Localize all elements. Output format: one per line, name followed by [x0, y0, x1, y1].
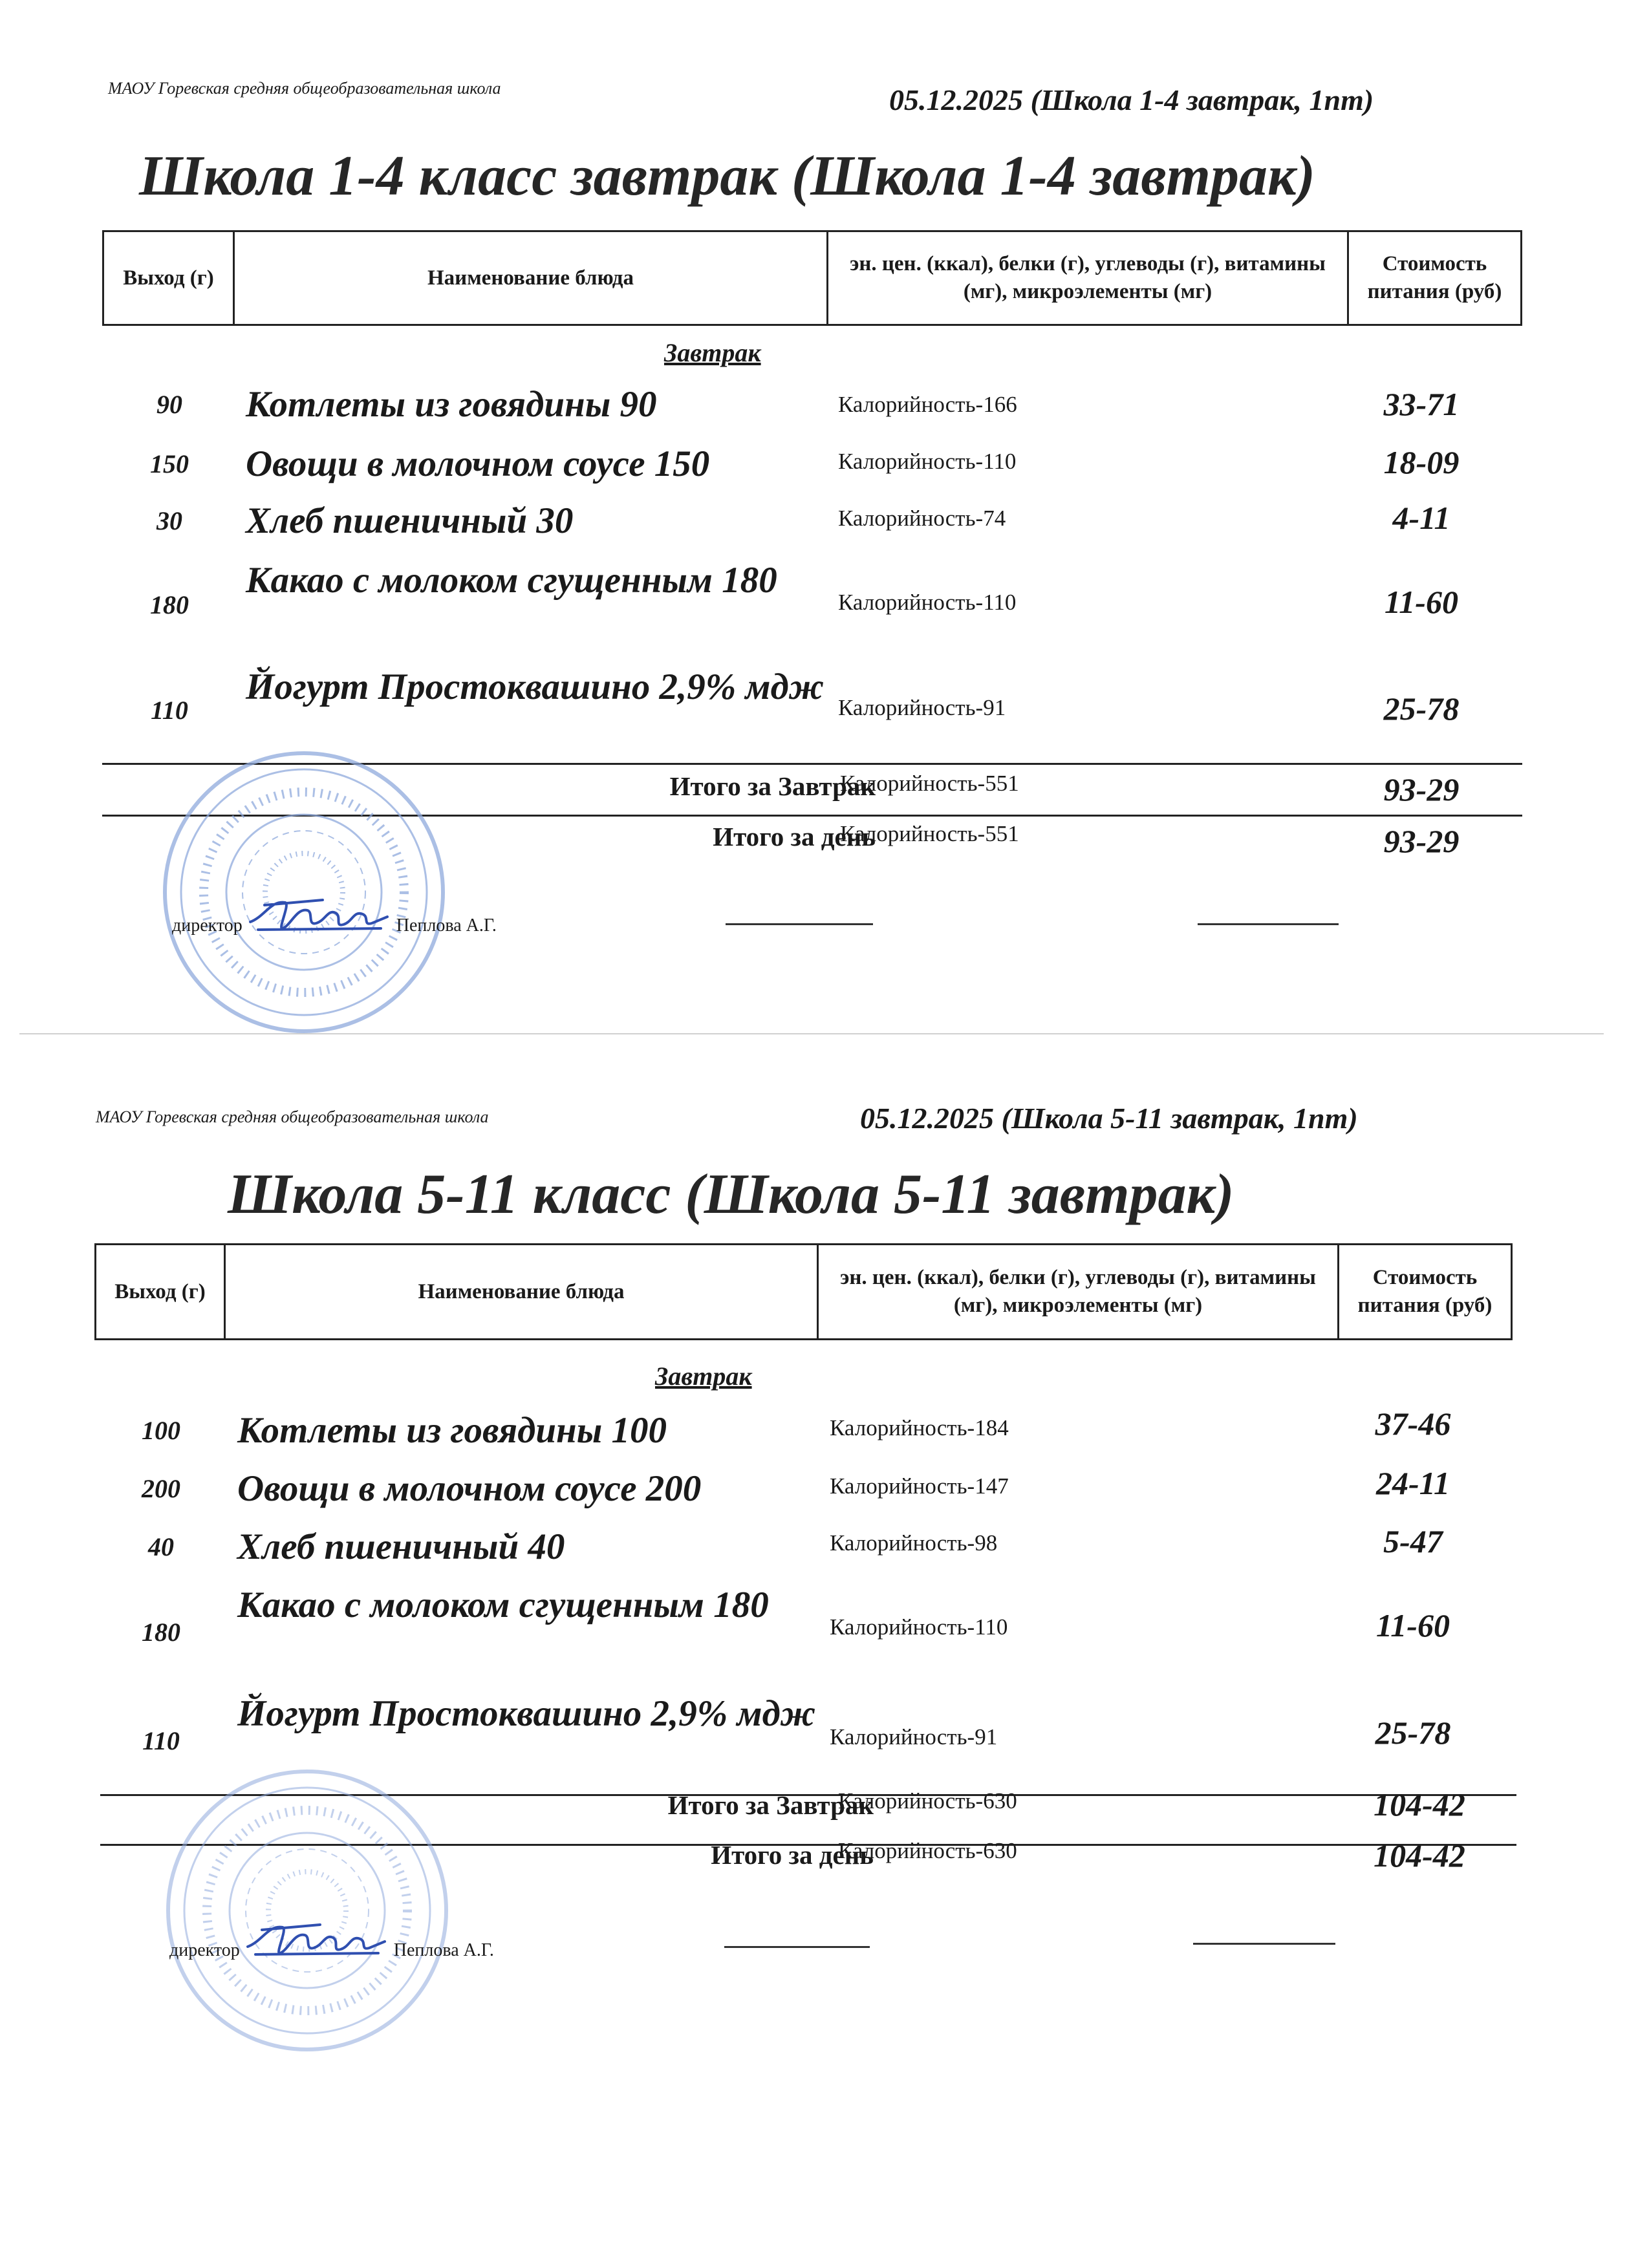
school-name: МАОУ Горевская средняя общеобразовательная школа — [96, 1107, 489, 1126]
signature-name: Пеплова А.Г. — [396, 915, 497, 936]
item-calories: Калорийность-91 — [838, 695, 1006, 720]
signature-block — [172, 891, 497, 936]
meal-label: Завтрак — [655, 1362, 752, 1391]
item-name: Котлеты из говядины 100 — [237, 1410, 667, 1451]
signature-line — [726, 923, 873, 925]
item-name: Овощи в молочном соусе 200 — [237, 1468, 702, 1509]
item-price: 33-71 — [1383, 386, 1460, 422]
signature-line — [1193, 1943, 1335, 1945]
item-name: Хлеб пшеничный 30 — [246, 500, 574, 541]
item-price: 24-11 — [1376, 1465, 1450, 1501]
header-weight: Выход (г) — [104, 232, 235, 324]
header-cost: Стоимость питания (руб) — [1367, 252, 1502, 303]
header-nutrition: эн. цен. (ккал), белки (г), углеводы (г), витамины (мг), микроэлементы (мг) — [828, 232, 1349, 324]
menu-row — [102, 440, 1522, 491]
total-day-label: Итого за день — [711, 1840, 874, 1870]
signature-role: директор — [169, 1940, 240, 1960]
table-header — [94, 1243, 1513, 1340]
total-day-label: Итого за день — [713, 822, 876, 851]
item-name: Какао с молоком сгущенным 180 — [246, 560, 777, 601]
menu-row — [94, 1406, 1514, 1458]
item-calories: Калорийность-184 — [830, 1415, 1009, 1440]
menu-row — [102, 380, 1522, 432]
total-day-calories: Калорийность-630 — [838, 1838, 1017, 1863]
meal-label: Завтрак — [664, 338, 761, 367]
item-name: Хлеб пшеничный 40 — [237, 1526, 565, 1567]
school-name: МАОУ Горевская средняя общеобразовательная школа — [108, 79, 501, 98]
item-name: Овощи в молочном соусе 150 — [246, 444, 710, 484]
menu-row — [102, 556, 1522, 653]
official-stamp-icon — [155, 1762, 459, 2059]
menu-row — [94, 1464, 1514, 1516]
menu-sheet-primary — [0, 0, 1649, 1034]
signature-line — [1198, 923, 1339, 925]
item-weight: 30 — [156, 506, 182, 535]
header-dish: Наименование блюда — [226, 1245, 819, 1338]
item-weight: 200 — [142, 1474, 180, 1503]
total-meal-label: Итого за Завтрак — [669, 771, 876, 801]
item-price: 18-09 — [1383, 444, 1460, 480]
total-meal-price: 93-29 — [1383, 771, 1460, 808]
item-weight: 90 — [156, 390, 182, 419]
menu-row — [102, 497, 1522, 548]
item-calories: Калорийность-91 — [830, 1724, 998, 1749]
total-meal-calories: Калорийность-630 — [838, 1788, 1017, 1813]
item-weight: 110 — [142, 1726, 180, 1755]
menu-sheet-senior — [0, 1025, 1649, 2059]
signature-block — [169, 1916, 494, 1961]
header-nutrition: эн. цен. (ккал), белки (г), углеводы (г), витамины (мг), микроэлементы (мг) — [819, 1245, 1339, 1338]
header-weight: Выход (г) — [96, 1245, 226, 1338]
menu-title: Школа 5-11 класс (Школа 5-11 завтрак) — [228, 1163, 1234, 1226]
menu-title: Школа 1-4 класс завтрак (Школа 1-4 завтрак) — [139, 145, 1315, 208]
item-price: 5-47 — [1383, 1523, 1443, 1559]
menu-row — [94, 1523, 1514, 1574]
handwritten-signature-icon — [245, 891, 394, 936]
header-dish: Наименование блюда — [235, 232, 828, 324]
signature-role: директор — [172, 915, 242, 936]
total-meal-label: Итого за Завтрак — [667, 1790, 874, 1820]
handwritten-signature-icon — [242, 1916, 391, 1961]
item-price: 25-78 — [1383, 690, 1460, 727]
item-calories: Калорийность-110 — [830, 1614, 1008, 1640]
item-price: 11-60 — [1385, 584, 1458, 620]
item-name: Какао с молоком сгущенным 180 — [237, 1585, 769, 1625]
item-calories: Калорийность-147 — [830, 1473, 1009, 1499]
item-weight: 150 — [150, 449, 189, 478]
item-calories: Калорийность-74 — [838, 506, 1006, 531]
item-weight: 180 — [150, 590, 189, 619]
total-day-price: 93-29 — [1383, 823, 1460, 859]
table-header — [102, 230, 1522, 326]
item-calories: Калорийность-110 — [838, 590, 1017, 615]
header-cost: Стоимость питания (руб) — [1357, 1266, 1493, 1317]
item-price: 25-78 — [1375, 1715, 1451, 1751]
total-day-price: 104-42 — [1374, 1837, 1465, 1874]
item-weight: 180 — [142, 1618, 180, 1647]
item-calories: Калорийность-166 — [838, 392, 1017, 417]
item-price: 37-46 — [1375, 1406, 1451, 1442]
item-weight: 100 — [142, 1416, 180, 1445]
menu-row — [94, 1581, 1514, 1678]
item-name: Йогурт Простоквашино 2,9% мдж — [237, 1693, 816, 1734]
item-weight: 40 — [148, 1532, 174, 1561]
menu-date-line: 05.12.2025 (Школа 1-4 завтрак, 1пт) — [889, 83, 1374, 116]
signature-name: Пеплова А.Г. — [393, 1940, 494, 1960]
total-day-calories: Калорийность-551 — [840, 821, 1019, 846]
total-meal-calories: Калорийность-551 — [840, 771, 1019, 796]
total-meal-price: 104-42 — [1374, 1786, 1465, 1823]
item-weight: 110 — [151, 696, 188, 725]
item-calories: Калорийность-98 — [830, 1530, 998, 1556]
item-price: 11-60 — [1376, 1607, 1450, 1643]
menu-date-line: 05.12.2025 (Школа 5-11 завтрак, 1пт) — [860, 1102, 1358, 1135]
item-name: Котлеты из говядины 90 — [246, 384, 657, 425]
signature-line — [724, 1946, 870, 1948]
item-calories: Калорийность-110 — [838, 449, 1017, 474]
item-name: Йогурт Простоквашино 2,9% мдж — [246, 667, 824, 707]
item-price: 4-11 — [1392, 500, 1450, 536]
